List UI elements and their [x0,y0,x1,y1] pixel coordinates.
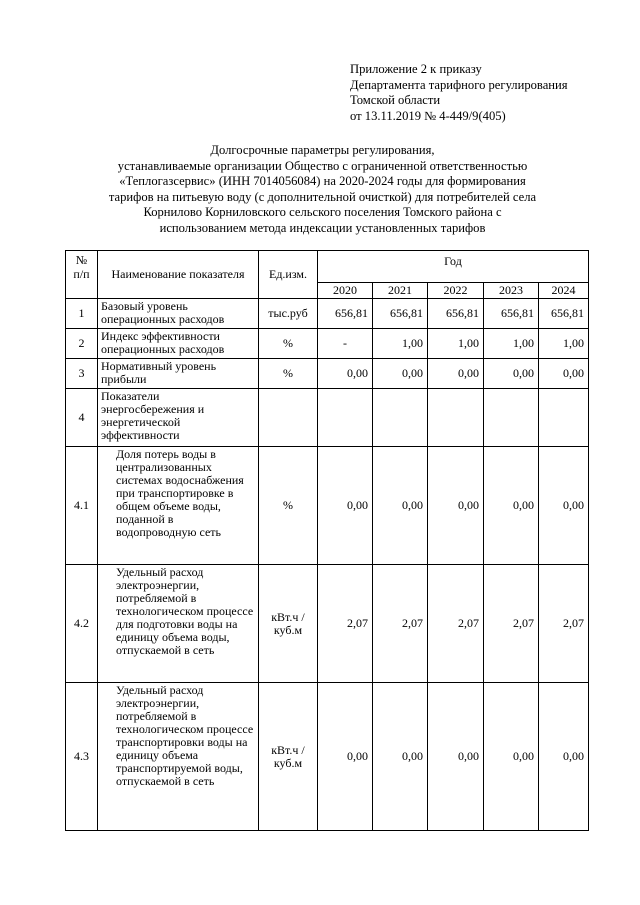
row-name: Базовый уровень операционных расходов [98,299,259,329]
row-value [428,389,484,447]
table-row [66,447,589,565]
number-header-line1: № [75,253,88,267]
number-header-line2: п/п [73,267,90,281]
appendix-line: Департамента тарифного регулирования [350,77,568,92]
title-line: устанавливаемые организации Общество с ограниченной ответственностью [117,158,528,173]
row-unit: % [259,359,318,389]
row-value: 0,00 [539,447,589,565]
table-row [66,389,589,447]
row-number: 1 [66,299,98,329]
column-header-year: 2024 [539,283,589,299]
row-value: 656,81 [539,299,589,329]
row-value: 0,00 [484,447,539,565]
row-value: 0,00 [539,359,589,389]
row-value: 656,81 [428,299,484,329]
row-unit: тыс.руб [259,299,318,329]
row-value: 0,00 [318,683,373,831]
row-value: 0,00 [484,683,539,831]
appendix-line: Томской области [350,93,441,107]
column-header-unit: Ед.изм. [259,251,318,299]
row-value: 1,00 [428,329,484,359]
row-number: 4.3 [66,683,98,831]
table-row [66,683,589,831]
column-header-number [66,251,98,299]
row-name: Нормативный уровень прибыли [98,359,259,389]
column-header-year-group: Год [318,251,589,283]
row-value: 656,81 [318,299,373,329]
row-name: Удельный расход электроэнергии, потребляемой в технологическом процессе транспортировки воды на единицу объема транспортируемой воды, отпускаемой в сеть [98,683,259,831]
row-number: 4.2 [66,565,98,683]
row-value: 2,07 [373,565,428,683]
row-value: 1,00 [539,329,589,359]
row-value: 0,00 [373,683,428,831]
column-header-name: Наименование показателя [98,251,259,299]
parameters-table [65,250,589,831]
row-value: 0,00 [428,359,484,389]
column-header-year: 2021 [373,283,428,299]
title-line: использованием метода индексации установленных тарифов [159,220,486,235]
column-header-year: 2023 [484,283,539,299]
document-title [60,143,585,236]
row-number: 3 [66,359,98,389]
row-value: 2,07 [318,565,373,683]
table-row [66,329,589,359]
row-value [318,389,373,447]
row-value: 2,07 [484,565,539,683]
row-unit: кВт.ч / куб.м [259,565,318,683]
column-header-year: 2022 [428,283,484,299]
title-line: тарифов на питьевую воду (с дополнительной очисткой) для потребителей села [108,189,537,204]
row-value: 656,81 [484,299,539,329]
row-value: 0,00 [373,359,428,389]
row-value: 0,00 [318,447,373,565]
row-value: 0,00 [428,683,484,831]
table-row [66,299,589,329]
row-number: 4.1 [66,447,98,565]
appendix-line: от 13.11.2019 № 4-449/9(405) [350,108,506,123]
row-value: 656,81 [373,299,428,329]
row-value [539,389,589,447]
appendix-line: Приложение 2 к приказу [350,62,482,76]
row-value: 0,00 [428,447,484,565]
row-value [484,389,539,447]
row-number: 2 [66,329,98,359]
row-name: Удельный расход электроэнергии, потребляемой в технологическом процессе для подготовки воды на единицу объема воды, отпускаемой в сеть [98,565,259,683]
row-unit: % [259,447,318,565]
title-line: Долгосрочные параметры регулирования, [210,143,435,157]
row-value: 0,00 [484,359,539,389]
row-name: Показатели энергосбережения и энергетической эффективности [98,389,259,447]
row-name: Доля потерь воды в централизованных системах водоснабжения при транспортировке в общем объеме воды, поданной в водопроводную сеть [98,447,259,565]
row-value [373,389,428,447]
table-row [66,359,589,389]
row-value: 0,00 [373,447,428,565]
row-unit [259,389,318,447]
row-value: 0,00 [539,683,589,831]
row-value: 1,00 [373,329,428,359]
row-value: - [318,329,373,359]
row-value: 2,07 [428,565,484,683]
title-line: «Теплогазсервис» (ИНН 7014056084) на 2020-2024 годы для формирования [119,174,526,188]
table-row [66,565,589,683]
column-header-year: 2020 [318,283,373,299]
title-line: Корнилово Корниловского сельского поселения Томского района с [143,205,502,219]
row-value: 1,00 [484,329,539,359]
row-unit: % [259,329,318,359]
row-number: 4 [66,389,98,447]
appendix-reference [350,62,635,124]
row-value: 2,07 [539,565,589,683]
row-name: Индекс эффективности операционных расходов [98,329,259,359]
row-unit: кВт.ч / куб.м [259,683,318,831]
row-value: 0,00 [318,359,373,389]
